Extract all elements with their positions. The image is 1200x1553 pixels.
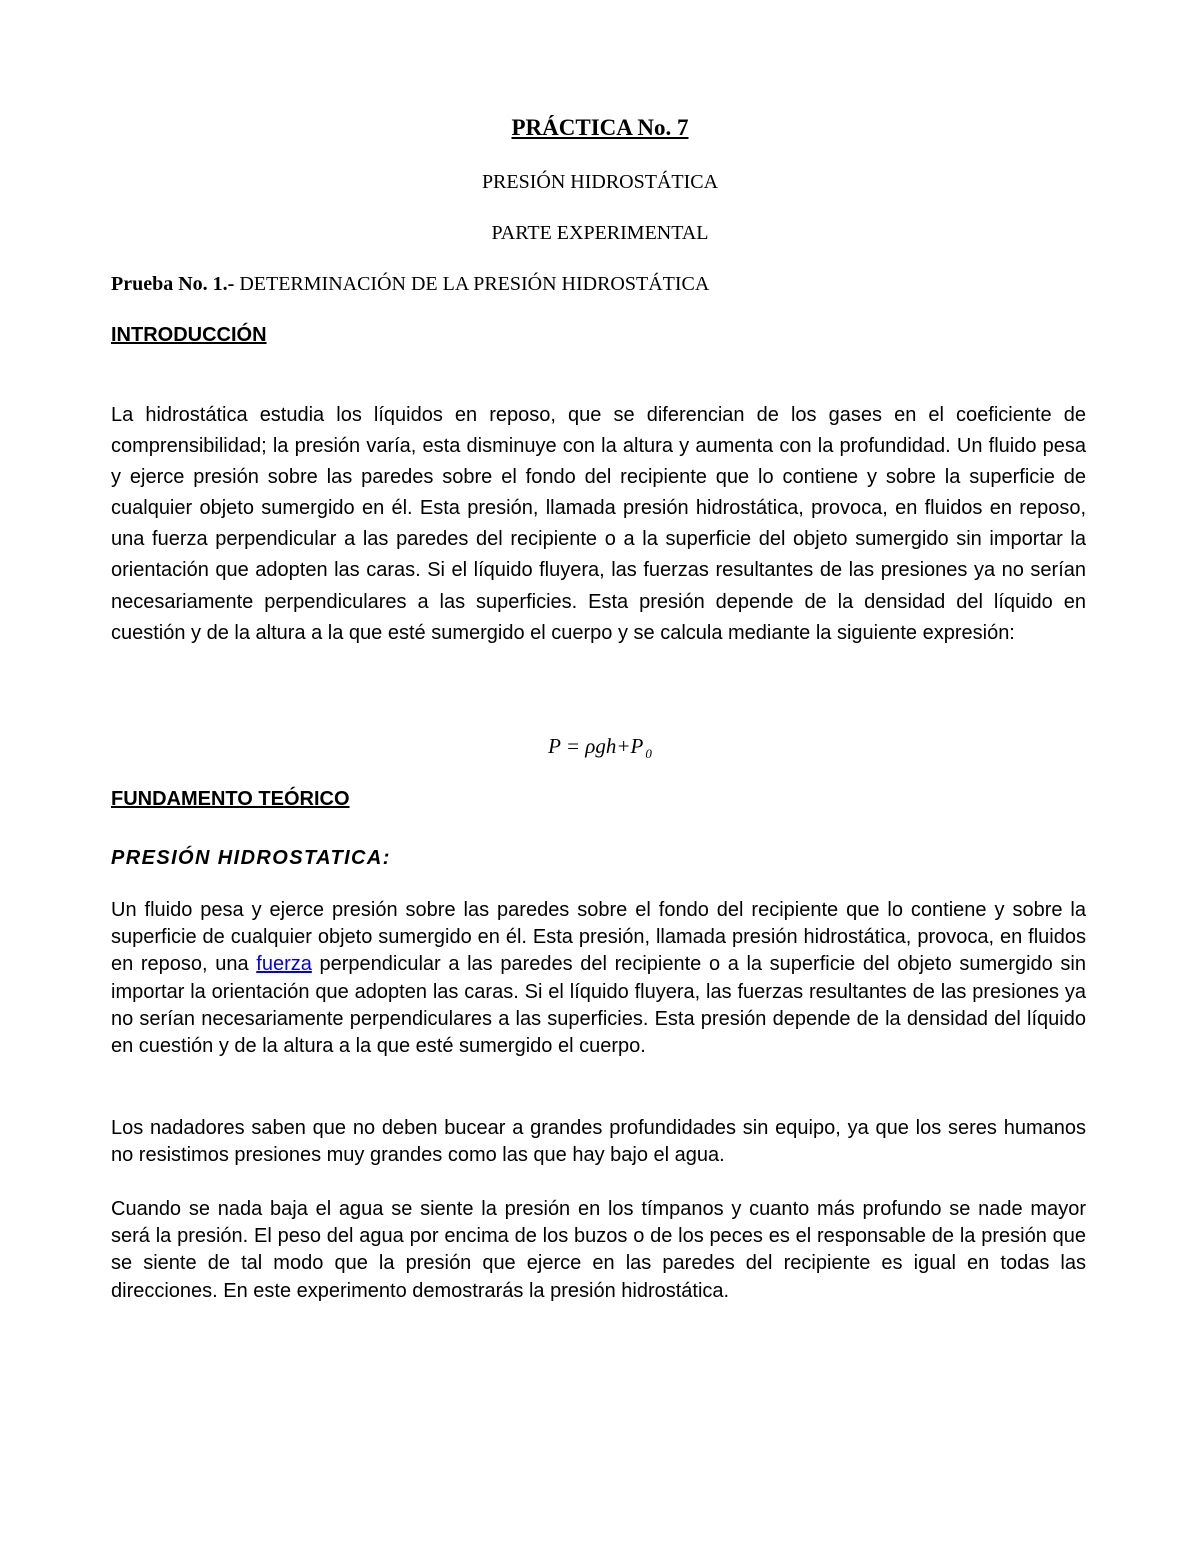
paragraph-buzos: Cuando se nada baja el agua se siente la presión en los tímpanos y cuanto más profundo se nade mayor será la presión. El peso del agua por encima de los buzos o de los peces es el responsable de la presión que se siente de tal modo que la presión que ejerce en las paredes del recipiente es igual en todas las direcciones. En este experimento demostrarás la presión hidrostática.: [111, 1198, 1086, 1302]
paragraph-presion-end: perpendicular a las paredes del recipiente o a la superficie del objeto sumergido sin importar la orientación que adopten las caras. Si el líquido fluyera, las fuerzas resultantes de las presiones ya no serían necesariamente perpendiculares a las superficies. Esta presión depende de la densidad del líquido en cuestión y de la altura a la que esté sumergido el cuerpo.: [111, 953, 1086, 1058]
formula-main: P = ρgh+P: [548, 734, 644, 758]
formula-subscript: 0: [645, 746, 652, 761]
intro-paragraph: La hidrostática estudia los líquidos en reposo, que se diferencian de los gases en el coeficiente de comprensibilidad; la presión varía, esta disminuye con la altura y aumenta con la profundidad. Un fluido pesa y ejerce presión sobre las paredes sobre el fondo del recipiente que lo contiene y sobre la superficie de cualquier objeto sumergido en él. Esta presión, llamada presión hidrostática, provoca, en fluidos en reposo, una fuerza perpendicular a las paredes del recipiente o a la superficie del objeto sumergido sin importar la orientación que adopten las caras. Si el líquido fluyera, las fuerzas resultantes de las presiones ya no serían necesariamente perpendiculares a las superficies. Esta presión depende de la densidad del líquido en cuestión y de la altura a la que esté sumergido el cuerpo y se calcula mediante la siguiente expresión:: [111, 404, 1086, 644]
paragraph-presion: [111, 897, 1086, 1060]
page-title: PRÁCTICA No. 7: [511, 115, 689, 140]
fundamento-heading: FUNDAMENTO TEÓRICO: [111, 788, 350, 810]
prueba-line: [111, 271, 709, 297]
presion-section-heading: PRESIÓN HIDROSTATICA:: [111, 847, 391, 869]
intro-heading: INTRODUCCIÓN: [111, 324, 267, 346]
pressure-formula: [0, 731, 1200, 769]
prueba-label: Prueba No. 1.-: [111, 273, 235, 295]
prueba-text: DETERMINACIÓN DE LA PRESIÓN HIDROSTÁTICA: [234, 273, 710, 295]
subtitle-presion: PRESIÓN HIDROSTÁTICA: [481, 171, 719, 193]
subtitle-parte-experimental: PARTE EXPERIMENTAL: [491, 222, 709, 244]
paragraph-presion-start: Un fluido pesa y ejerce presión sobre las paredes sobre el fondo del recipiente que lo contiene y sobre la superficie de cualquier objeto sumergido en él. Esta presión, llamada presión hidrostática, provoca, en fluidos en reposo, una: [111, 899, 1086, 976]
paragraph-nadadores: Los nadadores saben que no deben bucear a grandes profundidades sin equipo, ya que los seres humanos no resistimos presiones muy grandes como las que hay bajo el agua.: [111, 1117, 1086, 1167]
fuerza-link[interactable]: fuerza: [256, 953, 312, 976]
